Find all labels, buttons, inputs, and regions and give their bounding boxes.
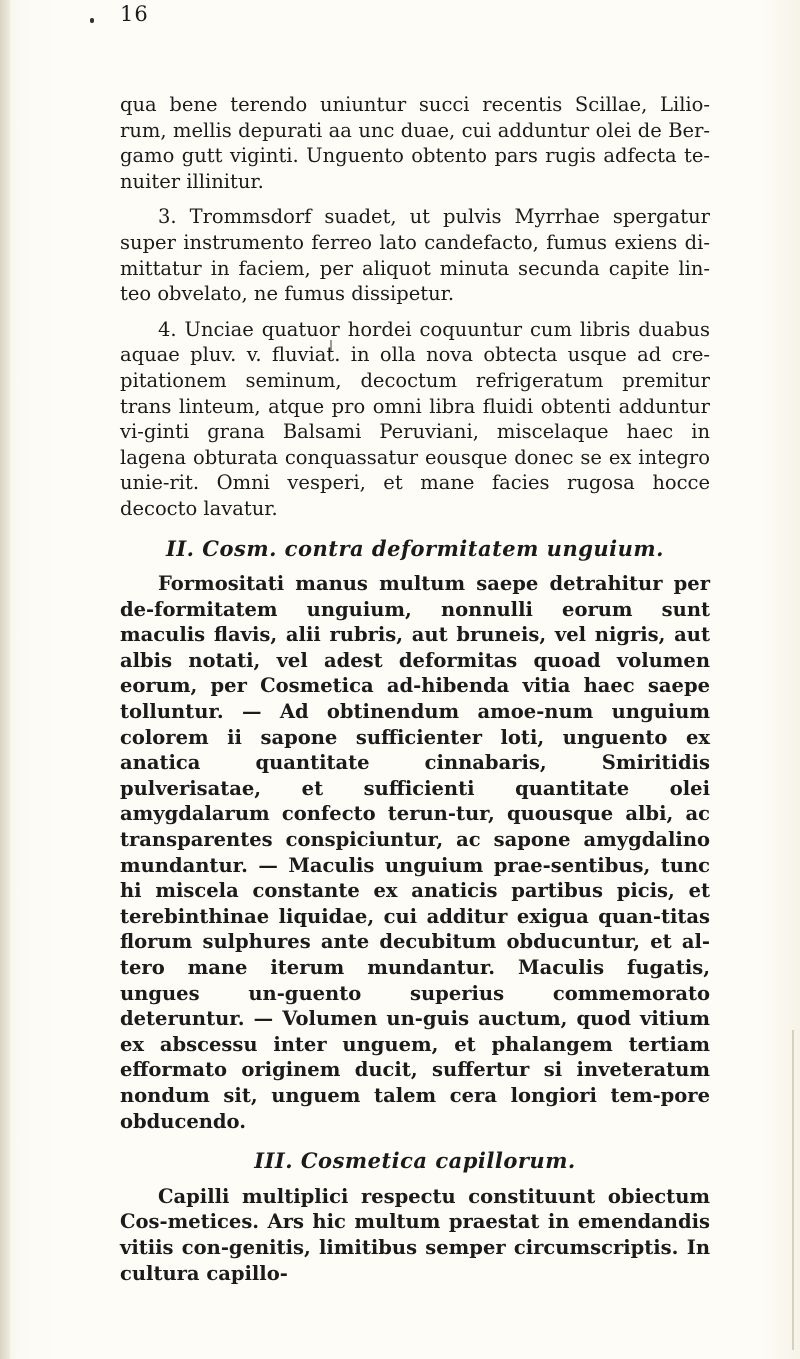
section-3-body: Capilli multiplici respectu constituunt obiectum Cos-metices. Ars hic multum praestat in emendandis vitiis con-genitis, limitibus semper circumscriptis. In cultura capillo-: [120, 1184, 710, 1285]
section-2-heading: II. Cosm. contra deformitatem unguium.: [166, 535, 664, 561]
paragraph-gap: [120, 307, 710, 317]
paragraph-2: 3. Trommsdorf suadet, ut pulvis Myrrhae spergatur super instrumento ferreo lato candefacto, fumus exiens di-mittatur in faciem, per aliquot minuta secunda capite lin-teo obvelato, ne fumus dissipetur.: [120, 205, 710, 306]
ink-speck: [90, 18, 94, 23]
section-2-body: Formositati manus multum saepe detrahitur per de-formitatem unguium, nonnulli eorum sunt maculis flavis, alii rubris, aut bruneis, vel nigris, aut albis notati, vel adest deformitas quoad volumen eorum, per Cosmetica ad-hibenda vitia haec saepe tolluntur. — Ad obtinendum amoe-num unguium colorem ii sapone sufficienter loti, unguento ex anatica quantitate cinnabaris, Smiritidis pulverisatae, et sufficienti quantitate olei amygdalarum confecto terun-tur, quousque albi, ac transparentes conspiciuntur, ac sapone amygdalino mundantur. — Maculis unguium prae-sentibus, tunc hi miscela constante ex anaticis partibus picis, et terebinthinae liquidae, cui additur exigua quan-titas florum sulphures ante decubitum obducuntur, et al-tero mane iterum mundantur. Maculis fugatis, ungues un-guento superius commemorato deteruntur. — Volumen un-guis auctum, quod vitium ex abscessu inter unguem, et phalangem tertiam efformato originem ducit, suffertur si inveteratum nondum sit, unguem talem cera longiori tem-pore obducendo.: [120, 572, 710, 1133]
paragraph-gap: [120, 194, 710, 204]
paragraph-3: 4. Unciae quatuor hordei coquuntur cum libris duabus aquae pluv. v. fluviat. in olla nova obtecta usque ad cre-pitationem seminum, decoctum refrigeratum premitur trans linteum, atque pro omni libra fluidi obtenti adduntur vi-ginti grana Balsami Peruviani, miscelaque haec in lagena obturata conquassatur eousque donec se ex integro unie-rit. Omni vesperi, et mane facies rugosa hocce decocto lavatur.: [120, 317, 710, 520]
paragraph-1: qua bene terendo uniuntur succi recentis Scillae, Lilio-rum, mellis depurati aa unc duae, cui adduntur olei de Ber-gamo gutt viginti. Unguento obtento pars rugis adfecta te-nuiter illinitur.: [120, 93, 710, 193]
page-edge-shadow: [792, 1030, 794, 1350]
section-3-heading: III. Cosmetica capillorum.: [254, 1148, 576, 1174]
page-body: [120, 92, 710, 1286]
page-number: 16: [120, 2, 149, 26]
page-binding-edge: [0, 0, 10, 1359]
